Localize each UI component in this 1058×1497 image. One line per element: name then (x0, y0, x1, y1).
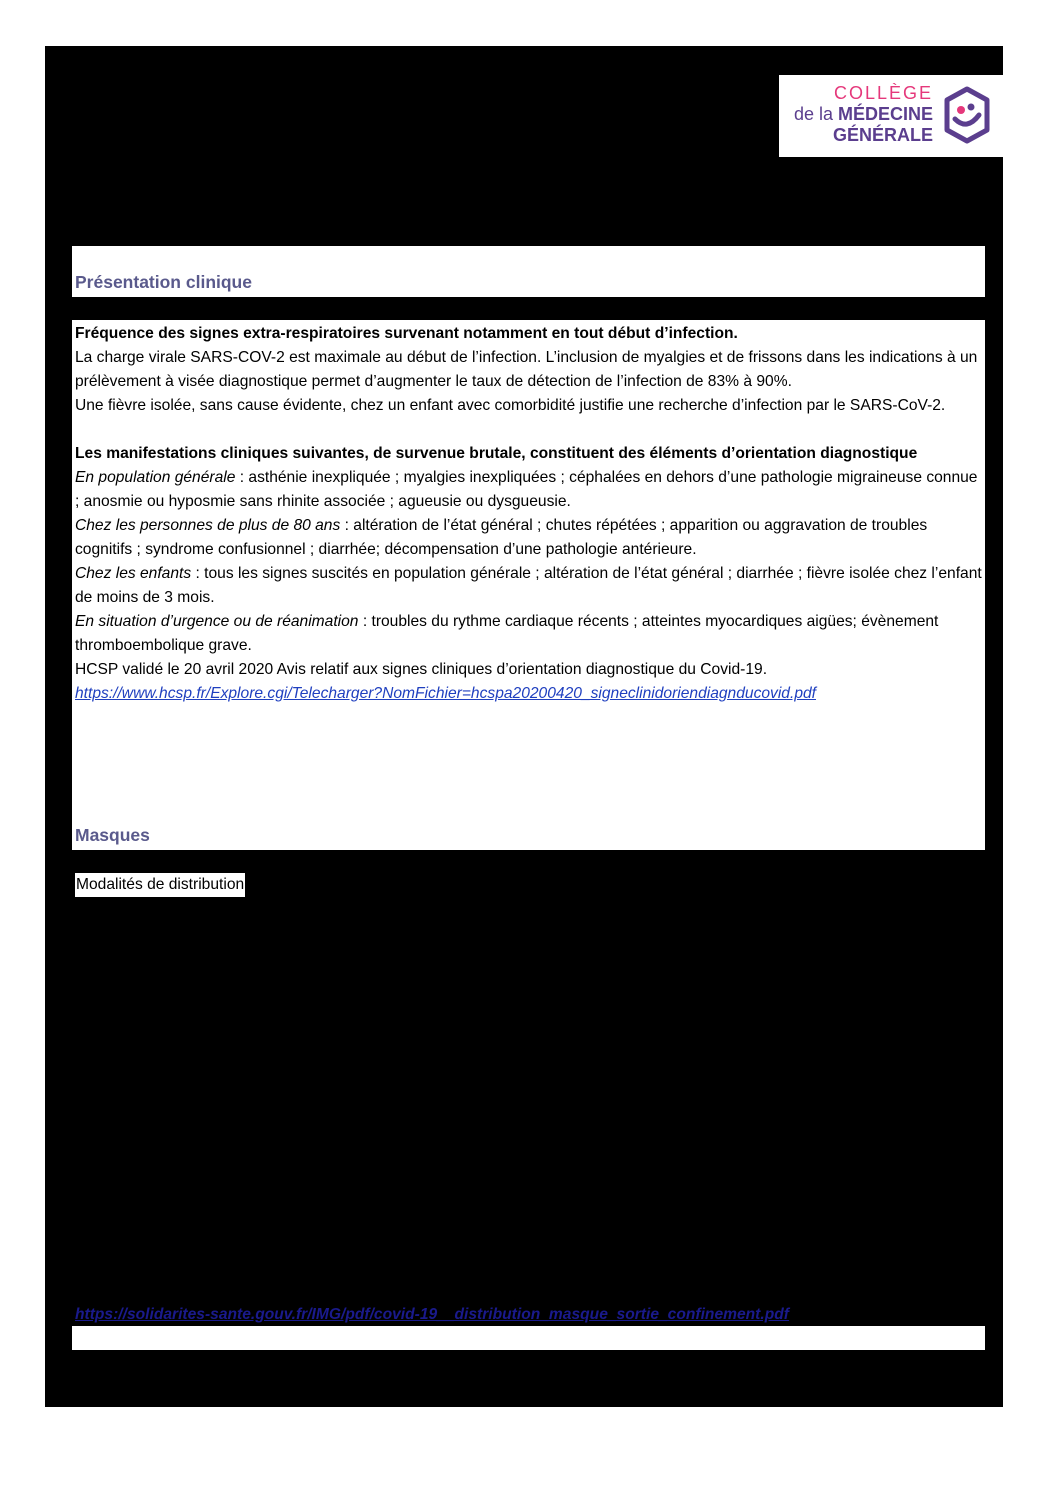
personnes-agees (75, 514, 983, 562)
urgence-text: : troubles du rythme cardiaque récents ; atteintes myocardiques aigües; évènement thromboembolique grave. (75, 613, 939, 654)
logo-line-3: GÉNÉRALE (832, 125, 933, 145)
population-text: : asthénie inexpliquée ; myalgies inexpliquées ; céphalées en dehors d’une pathologie migraineuse connue ; anosmie ou hyposmie sans rhinite associée ; agueusie ou dysgueusie. (75, 469, 978, 510)
logo-line-1: COLLÈGE (833, 83, 933, 103)
personnes-agees-text: : altération de l’état général ; chutes répétées ; apparition ou aggravation de troubles cognitifs ; syndrome confusionnel ; diarrhée; décompensation d’une pathologie antérieure. (75, 517, 928, 558)
population-label: En population générale (75, 469, 236, 486)
logo-line-2 (794, 104, 933, 125)
section-header-presentation (72, 246, 985, 297)
college-logo-icon (941, 85, 993, 145)
p3-title: Les manifestations cliniques suivantes, de survenue brutale, constituent des éléments d’orientation diagnostique (75, 445, 918, 462)
p2-text: Une fièvre isolée, sans cause évidente, chez un enfant avec comorbidité justifie une recherche d’infection par le SARS-CoV-2. (75, 397, 946, 414)
presentation-content (75, 322, 983, 706)
logo-line-2-bold: MÉDECINE (837, 104, 933, 124)
p1-text: La charge virale SARS-COV-2 est maximale au début de l’infection. L’inclusion de myalgies et de frissons dans les indications à un prélèvement à visée diagnostique permet d’augmenter le taux de détection de l’infection de 83% à 90%. (75, 349, 978, 390)
enfants-label: Chez les enfants (75, 565, 192, 582)
section-title-presentation: Présentation clinique (75, 272, 252, 292)
modalites-distribution: Modalités de distribution (75, 873, 245, 897)
personnes-agees-label: Chez les personnes de plus de 80 ans (75, 517, 341, 534)
section-title-masques: Masques (75, 825, 150, 845)
population-generale (75, 466, 983, 514)
enfants-text: : tous les signes suscités en population générale ; altération de l’état général ; diarrhée ; fièvre isolée chez l’enfant de moins de 3 mois. (75, 565, 982, 606)
logo-text (794, 83, 933, 146)
enfants (75, 562, 983, 610)
urgence-label: En situation d’urgence ou de réanimation (75, 613, 359, 630)
logo-line-2-prefix: de la (793, 104, 838, 124)
urgence (75, 610, 983, 658)
bottom-strip (72, 1326, 985, 1350)
hcsp-link[interactable]: https://www.hcsp.fr/Explore.cgi/Telecharger?NomFichier=hcspa20200420_signeclinidoriendiagnducovid.pdf (75, 685, 816, 702)
college-logo (779, 75, 1003, 157)
hcsp-text: HCSP validé le 20 avril 2020 Avis relatif aux signes cliniques d’orientation diagnostique du Covid-19. (75, 661, 768, 678)
masques-distribution-link[interactable]: https://solidarites-sante.gouv.fr/IMG/pdf/covid-19__distribution_masque_sortie_confinement.pdf (75, 1306, 789, 1323)
p1-title: Fréquence des signes extra-respiratoires survenant notamment en tout début d’infection. (75, 325, 738, 342)
